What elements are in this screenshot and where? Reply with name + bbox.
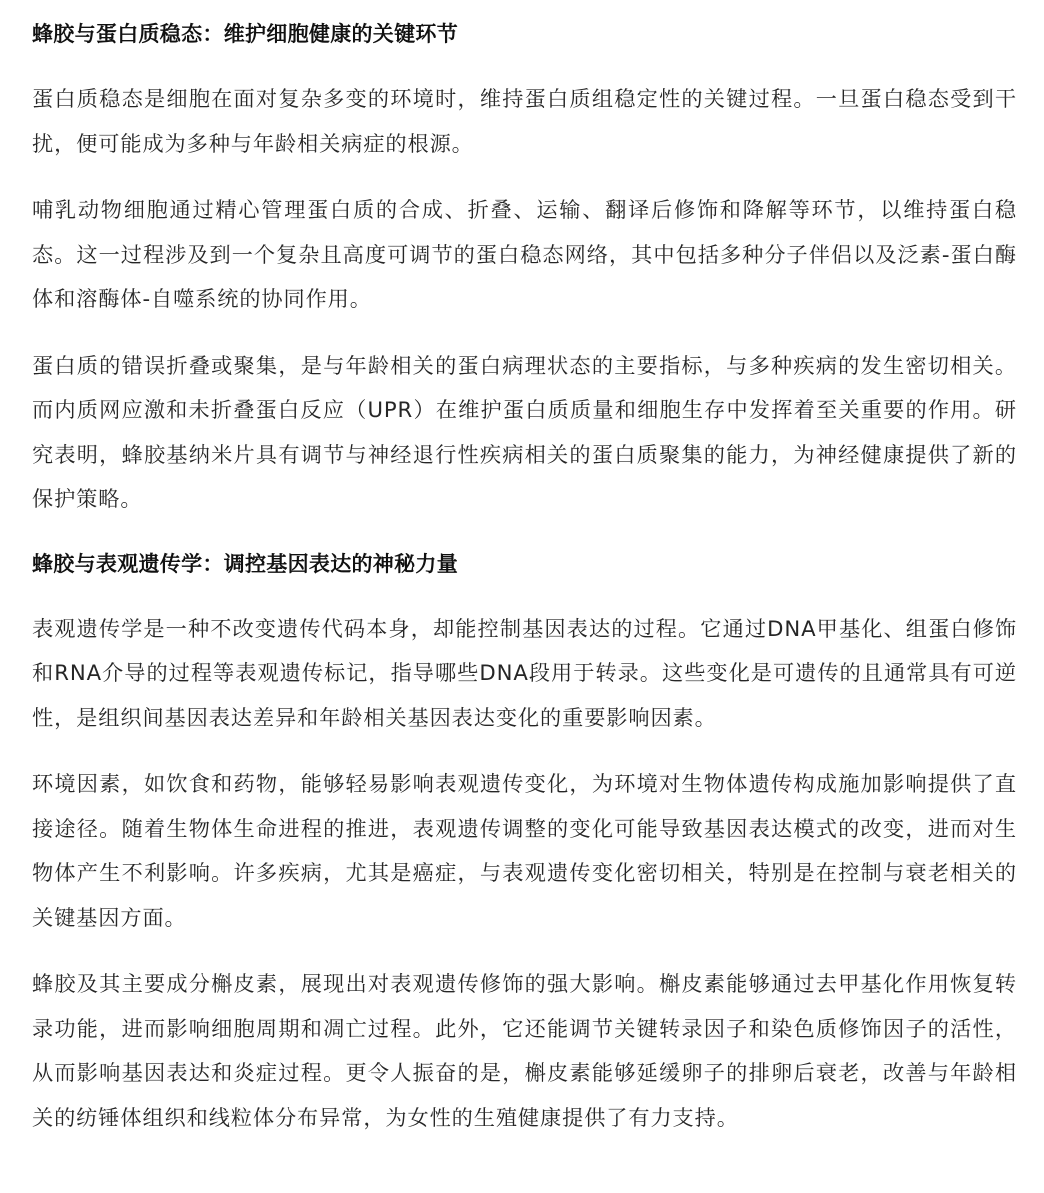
paragraph: 表观遗传学是一种不改变遗传代码本身，却能控制基因表达的过程。它通过DNA甲基化、组蛋白修饰和RNA介导的过程等表观遗传标记，指导哪些DNA段用于转录。这些变化是可遗传的且通常具有可逆性，是组织间基因表达差异和年龄相关基因表达变化的重要影响因素。 <box>32 615 1017 730</box>
section-heading: 蜂胶与表观遗传学：调控基因表达的神秘力量 <box>32 551 458 576</box>
paragraph: 哺乳动物细胞通过精心管理蛋白质的合成、折叠、运输、翻译后修饰和降解等环节，以维持蛋白稳态。这一过程涉及到一个复杂且高度可调节的蛋白稳态网络，其中包括多种分子伴侣以及泛素-蛋白酶体和溶酶体-自噬系统的协同作用。 <box>32 197 1017 311</box>
section-heading: 蜂胶与蛋白质稳态：维护细胞健康的关键环节 <box>32 22 458 46</box>
paragraph: 蜂胶及其主要成分槲皮素，展现出对表观遗传修饰的强大影响。槲皮素能够通过去甲基化作用恢复转录功能，进而影响细胞周期和凋亡过程。此外，它还能调节关键转录因子和染色质修饰因子的活性，从而影响基因表达和炎症过程。更令人振奋的是，槲皮素能够延缓卵子的排卵后衰老，改善与年龄相关的纺锤体组织和线粒体分布异常，为女性的生殖健康提供了有力支持。 <box>32 971 1017 1130</box>
paragraph: 环境因素，如饮食和药物，能够轻易影响表观遗传变化，为环境对生物体遗传构成施加影响提供了直接途径。随着生物体生命进程的推进，表观遗传调整的变化可能导致基因表达模式的改变，进而对生物体产生不利影响。许多疾病，尤其是癌症，与表观遗传变化密切相关，特别是在控制与衰老相关的关键基因方面。 <box>32 771 1017 930</box>
article-body <box>32 14 1017 1162</box>
section-epigenetics <box>32 544 1017 1141</box>
section-proteostasis <box>32 14 1017 522</box>
paragraph: 蛋白质稳态是细胞在面对复杂多变的环境时，维持蛋白质组稳定性的关键过程。一旦蛋白稳态受到干扰，便可能成为多种与年龄相关病症的根源。 <box>32 86 1017 156</box>
paragraph: 蛋白质的错误折叠或聚集，是与年龄相关的蛋白病理状态的主要指标，与多种疾病的发生密切相关。而内质网应激和未折叠蛋白反应（UPR）在维护蛋白质质量和细胞生存中发挥着至关重要的作用。研究表明，蜂胶基纳米片具有调节与神经退行性疾病相关的蛋白质聚集的能力，为神经健康提供了新的保护策略。 <box>32 352 1017 511</box>
